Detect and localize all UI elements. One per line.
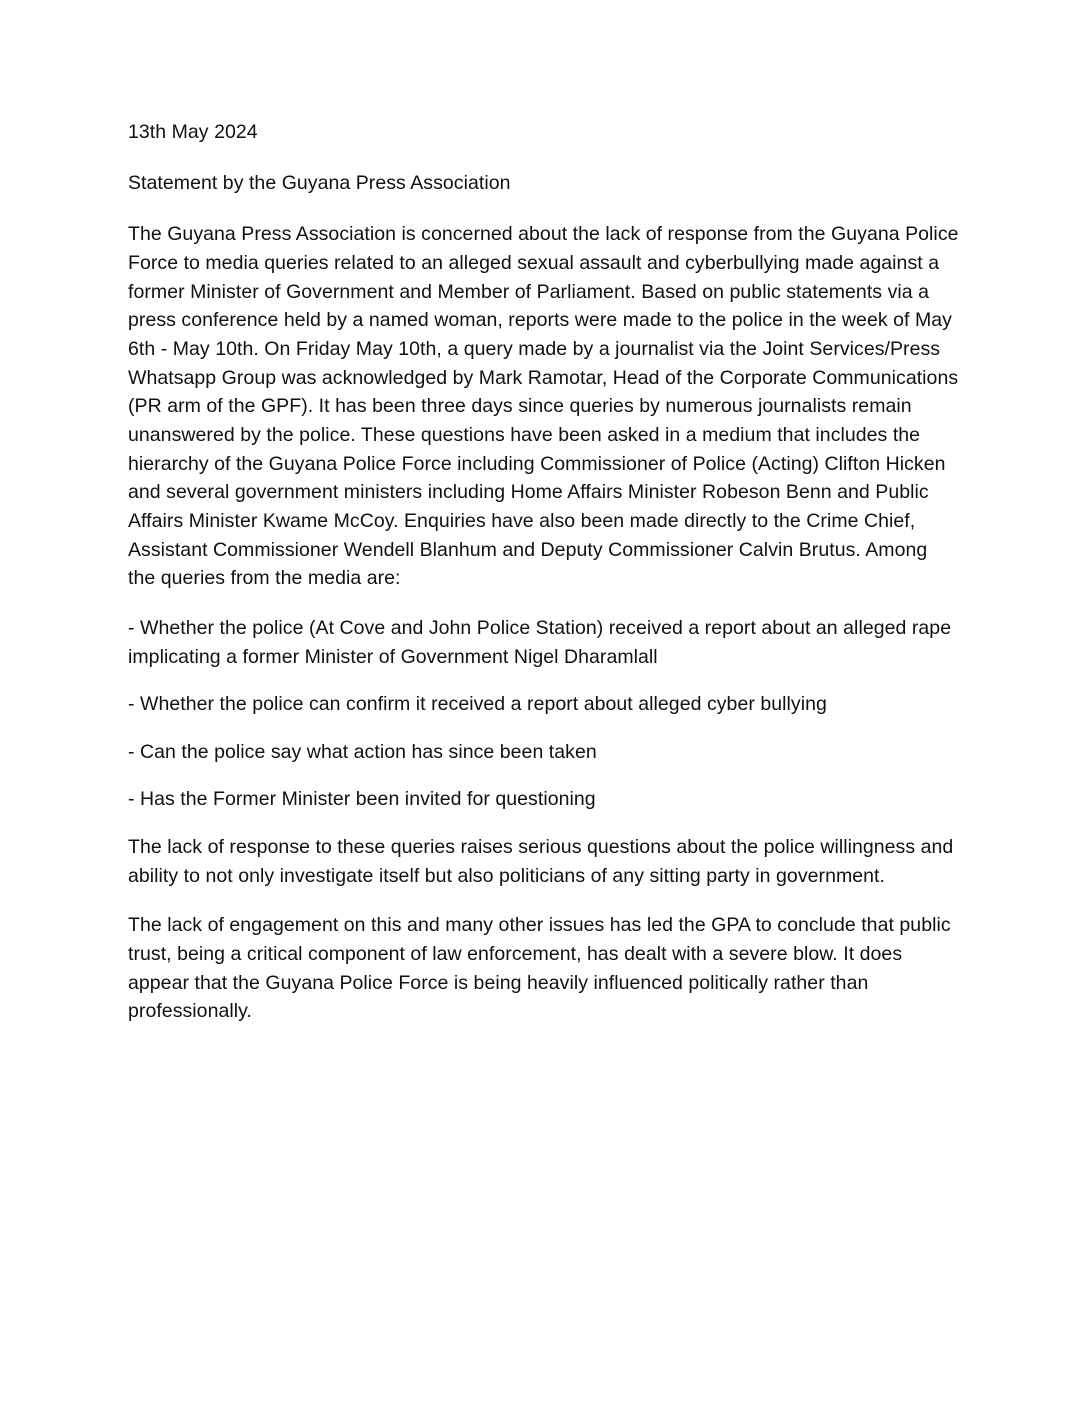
query-item: - Whether the police can confirm it received a report about alleged cyber bullying [128, 693, 827, 716]
document-date: 13th May 2024 [128, 121, 258, 143]
query-item: - Whether the police (At Cove and John Police Station) received a report about an alleged rape implicating a former Minister of Government Nigel Dharamlall [128, 616, 952, 668]
closing-paragraph-2: The lack of engagement on this and many other issues has led the GPA to conclude that public trust, being a critical component of law enforcement, has dealt with a severe blow. It does appear that the Guyana Police Force is being heavily influenced politically rather than professionally. [128, 914, 951, 1023]
document-main-paragraph: The Guyana Press Association is concerned about the lack of response from the Guyana Police Force to media queries related to an alleged sexual assault and cyberbullying made against a former Minister of Government and Member of Parliament. Based on public statements via a press conference held by a named woman, reports were made to the police in the week of May 6th - May 10th. On Friday May 10th, a query made by a journalist via the Joint Services/Press Whatsapp Group was acknowledged by Mark Ramotar, Head of the Corporate Communications (PR arm of the GPF). It has been three days since queries by numerous journalists remain unanswered by the police. These questions have been asked in a medium that includes the hierarchy of the Guyana Police Force including Commissioner of Police (Acting) Clifton Hicken and several government ministers including Home Affairs Minister Robeson Benn and Public Affairs Minister Kwame McCoy. Enquiries have also been made directly to the Crime Chief, Assistant Commissioner Wendell Blanhum and Deputy Commissioner Calvin Brutus. Among the queries from the media are: [128, 223, 959, 590]
document-body [128, 118, 960, 1026]
query-item: - Can the police say what action has since been taken [128, 740, 597, 763]
query-item: - Has the Former Minister been invited for questioning [128, 788, 596, 811]
closing-paragraph-1: The lack of response to these queries raises serious questions about the police willingness and ability to not only investigate itself but also politicians of any sitting party in government. [128, 836, 954, 887]
document-heading: Statement by the Guyana Press Association [128, 171, 511, 194]
